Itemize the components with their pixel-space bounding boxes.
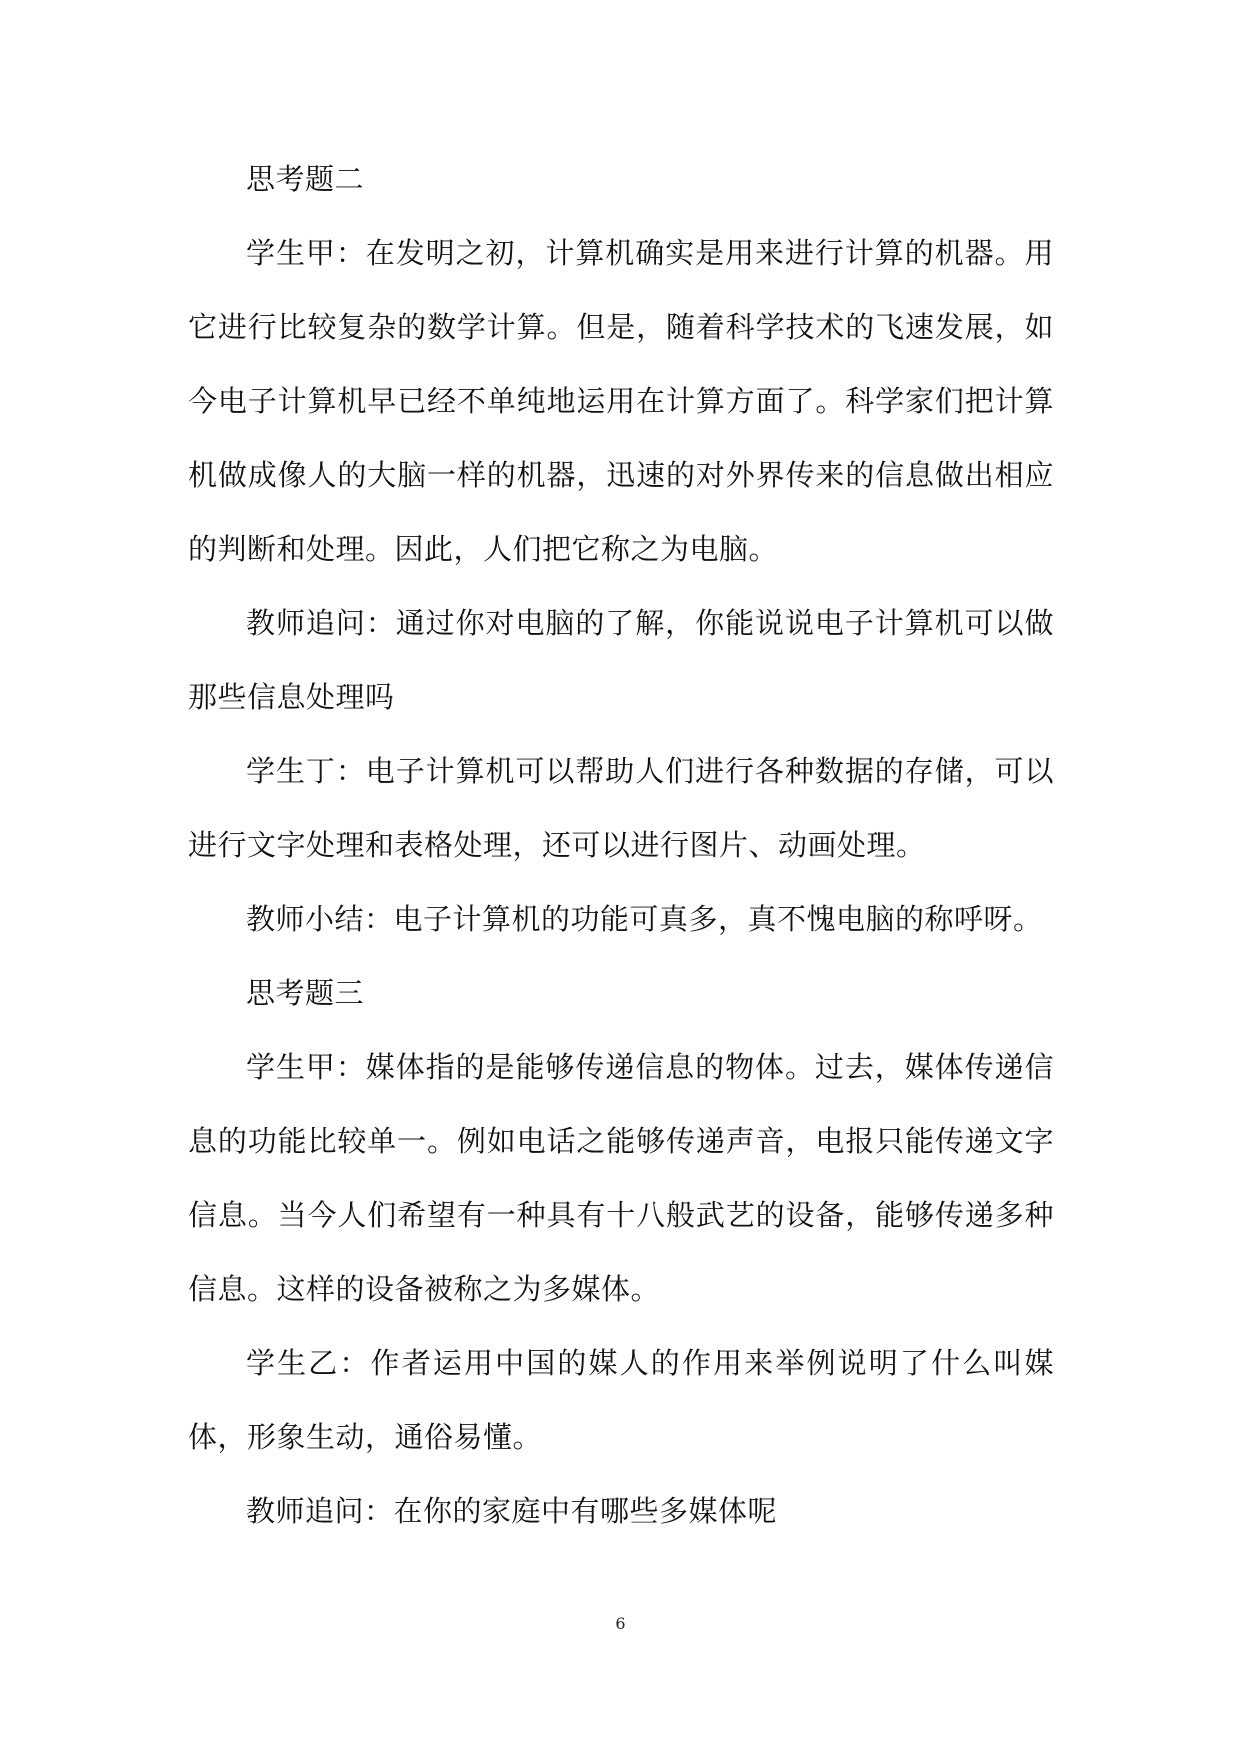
paragraph-teacher-followup-media: 教师追问：在你的家庭中有哪些多媒体呢	[246, 1494, 778, 1528]
paragraph-teacher-summary: 教师小结：电子计算机的功能可真多，真不愧电脑的称呼呀。	[246, 902, 1043, 936]
paragraph-student-a-computer: 学生甲：在发明之初，计算机确实是用来进行计算的机器。用它进行比较复杂的数学计算。但是，随着科学技术的飞速发展，如今电子计算机早已经不单纯地运用在计算方面了。科学家们把计算机做成像人的大脑一样的机器，迅速的对外界传来的信息做出相应的判断和处理。因此，人们把它称之为电脑。	[188, 236, 1054, 566]
paragraph-student-d: 学生丁：电子计算机可以帮助人们进行各种数据的存储，可以进行文字处理和表格处理，还可以进行图片、动画处理。	[188, 754, 1054, 862]
paragraph-student-b: 学生乙：作者运用中国的媒人的作用来举例说明了什么叫媒体，形象生动，通俗易懂。	[188, 1346, 1054, 1454]
page-number: 6	[615, 1614, 626, 1633]
paragraph-teacher-followup-computer: 教师追问：通过你对电脑的了解，你能说说电子计算机可以做那些信息处理吗	[188, 606, 1054, 714]
document-body	[188, 142, 1054, 1548]
paragraph-student-a-media: 学生甲：媒体指的是能够传递信息的物体。过去，媒体传递信息的功能比较单一。例如电话之能够传递声音，电报只能传递文字信息。当今人们希望有一种具有十八般武艺的设备，能够传递多种信息。这样的设备被称之为多媒体。	[188, 1050, 1054, 1306]
heading-question-three: 思考题三	[246, 976, 365, 1010]
heading-question-two: 思考题二	[246, 162, 365, 196]
